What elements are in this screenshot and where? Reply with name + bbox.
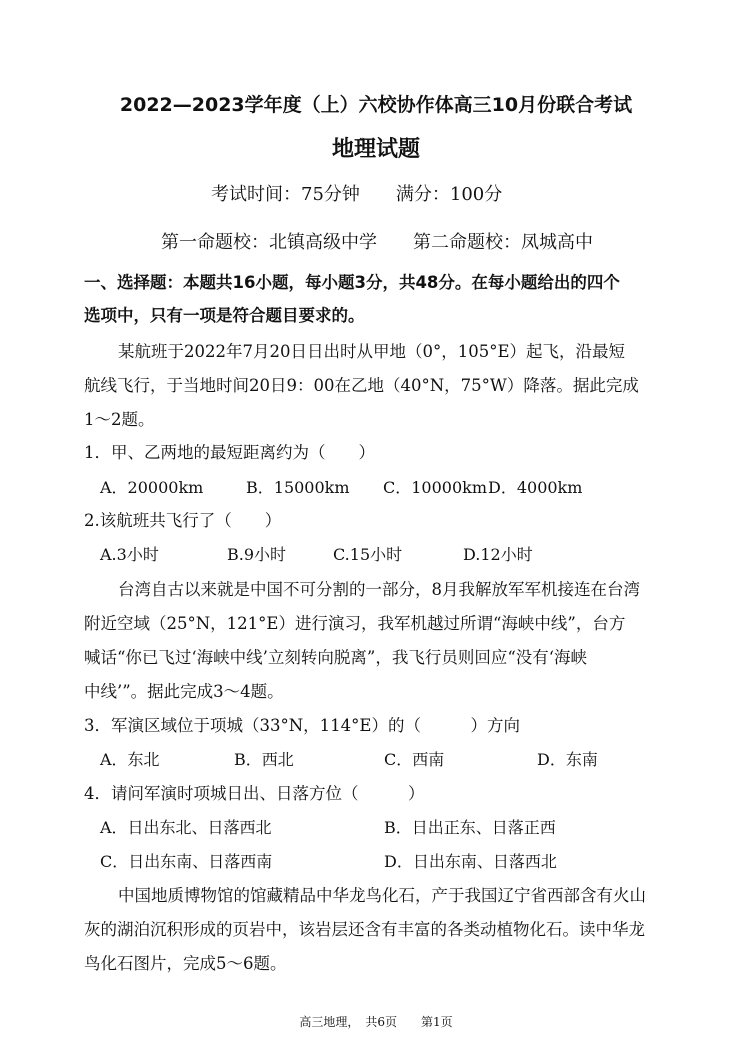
question-2-option-c: C.15小时 xyxy=(333,545,403,564)
passage3-line3: 鸟化石图片，完成5～6题。 xyxy=(84,954,287,973)
question-1-option-a: A．20000km xyxy=(100,478,204,497)
question-4-option-b: B．日出正东、日落正西 xyxy=(384,818,556,837)
question-1-stem: 1．甲、乙两地的最短距离约为（ ） xyxy=(84,443,375,462)
subject-title: 地理试题 xyxy=(331,137,420,162)
question-2-stem: 2.该航班共飞行了（ ） xyxy=(84,511,282,530)
exam-title: 2022—2023学年度（上）六校协作体高三10月份联合考试 xyxy=(119,94,633,116)
question-1-option-b: B．15000km xyxy=(246,478,350,497)
exam-info: 考试时间：75分钟 满分：100分 xyxy=(211,184,503,205)
question-3-stem: 3．军演区域位于项城（33°N，114°E）的（ ）方向 xyxy=(84,716,520,735)
question-3-option-b: B．西北 xyxy=(234,750,294,769)
question-schools: 第一命题校：北镇高级中学 第二命题校：凤城高中 xyxy=(161,232,593,253)
passage2-line4: 中线’”。据此完成3～4题。 xyxy=(84,682,284,701)
question-3-option-a: A．东北 xyxy=(100,750,160,769)
passage1-line1: 某航班于2022年7月20日日出时从甲地（0°，105°E）起飞，沿最短 xyxy=(118,342,626,361)
question-4-option-c: C．日出东南、日落西南 xyxy=(100,852,273,871)
section-heading-line1: 一、选择题：本题共16小题，每小题3分，共48分。在每小题给出的四个 xyxy=(84,273,620,292)
section-heading-line2: 选项中，只有一项是符合题目要求的。 xyxy=(84,306,365,325)
question-2-option-b: B.9小时 xyxy=(227,545,287,564)
question-3-option-d: D．东南 xyxy=(537,750,598,769)
question-2-option-a: A.3小时 xyxy=(100,545,159,564)
question-4-option-a: A．日出东北、日落西北 xyxy=(100,818,272,837)
passage3-line1: 中国地质博物馆的馆藏精品中华龙鸟化石，产于我国辽宁省西部含有火山 xyxy=(118,886,646,905)
question-1-option-c: C．10000km xyxy=(383,478,488,497)
question-4-option-d: D．日出东南、日落西北 xyxy=(384,852,557,871)
question-2-option-d: D.12小时 xyxy=(463,545,533,564)
question-1-option-d: D．4000km xyxy=(488,478,583,497)
page-footer: 高三地理， 共6页 第1页 xyxy=(299,1015,453,1029)
question-3-option-c: C．西南 xyxy=(384,750,445,769)
passage2-line3: 喊话“你已飞过‘海峡中线’立刻转向脱离”，我飞行员则回应“没有‘海峡 xyxy=(84,648,588,667)
passage2-line1: 台湾自古以来就是中国不可分割的一部分，8月我解放军军机接连在台湾 xyxy=(118,580,640,599)
passage3-line2: 灰的湖泊沉积形成的页岩中，该岩层还含有丰富的各类动植物化石。读中华龙 xyxy=(84,920,645,939)
passage1-line3: 1～2题。 xyxy=(84,410,155,429)
passage2-line2: 附近空域（25°N，121°E）进行演习，我军机越过所谓“海峡中线”，台方 xyxy=(84,614,626,633)
question-4-stem: 4．请问军演时项城日出、日落方位（ ） xyxy=(84,784,425,803)
passage1-line2: 航线飞行，于当地时间20日9：00在乙地（40°N，75°W）降落。据此完成 xyxy=(84,376,639,395)
